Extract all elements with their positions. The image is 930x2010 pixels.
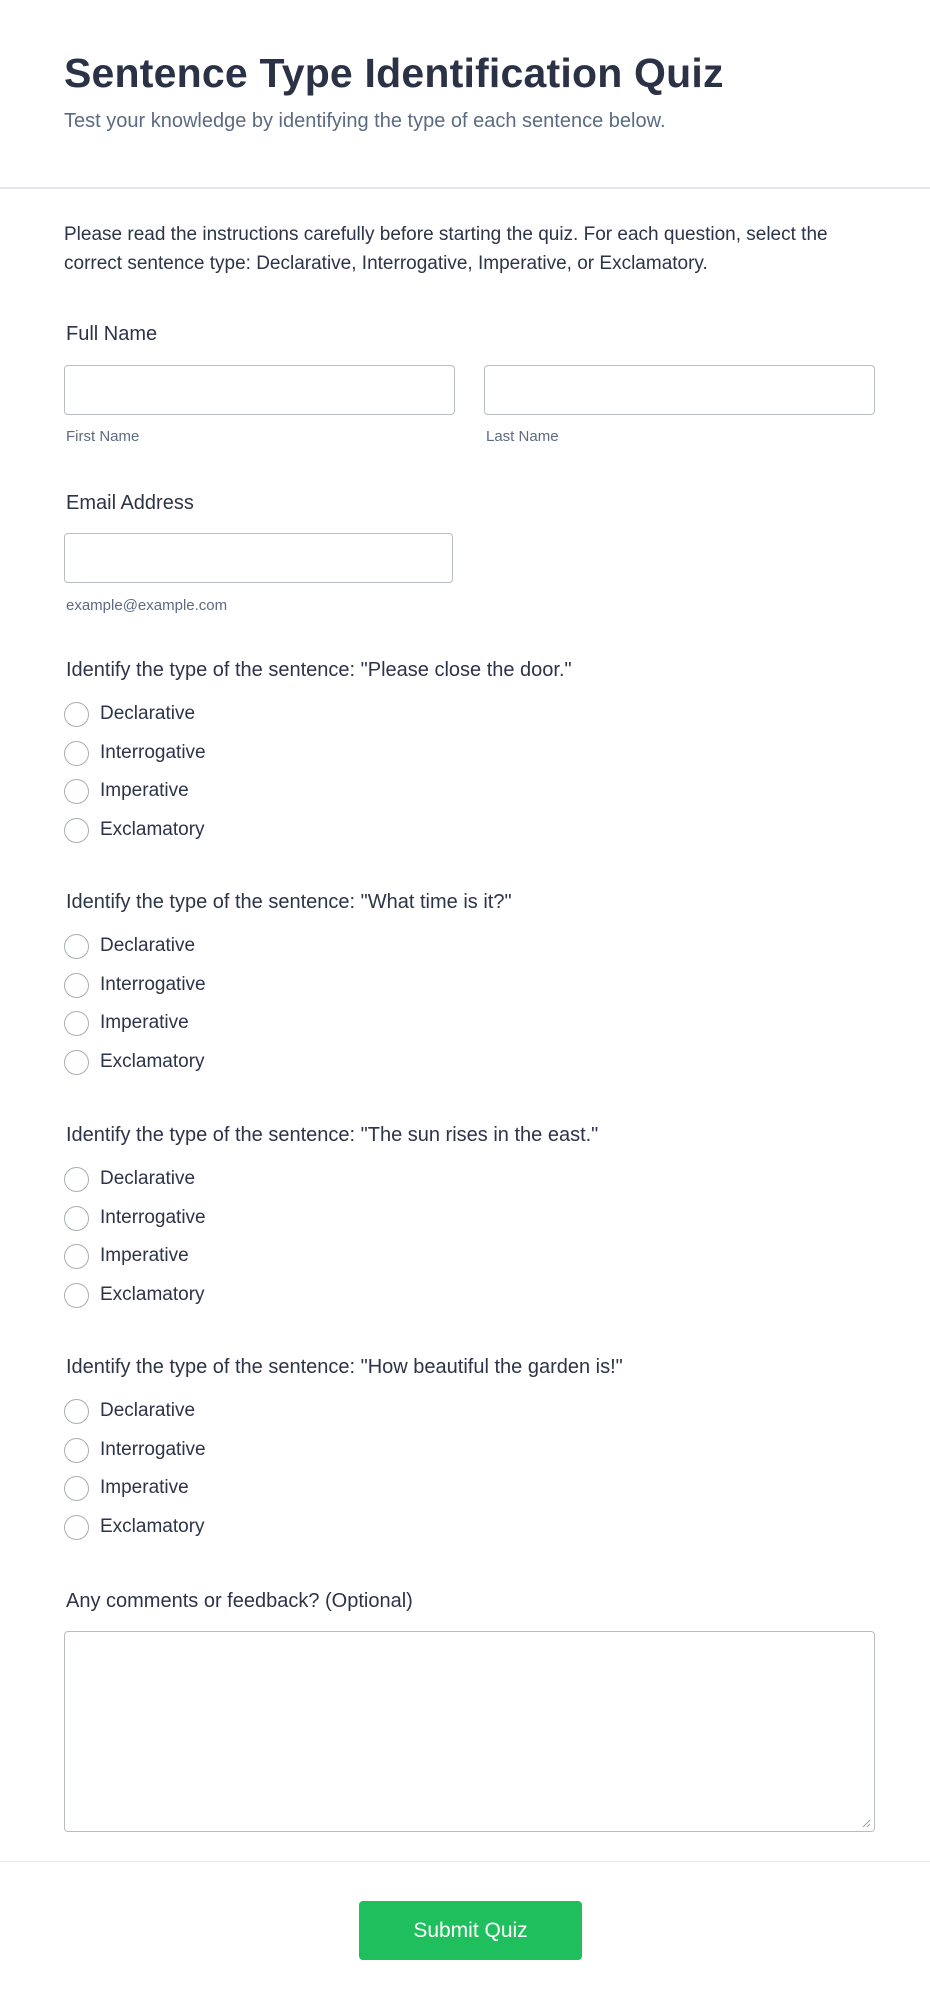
resize-handle-icon[interactable] bbox=[862, 1819, 871, 1828]
q2-option-declarative[interactable] bbox=[64, 933, 195, 959]
radio-button[interactable] bbox=[64, 1515, 89, 1540]
q1-option-imperative[interactable] bbox=[64, 778, 189, 804]
radio-button[interactable] bbox=[64, 1438, 89, 1463]
q3-option-interrogative[interactable] bbox=[64, 1205, 206, 1231]
option-label: Imperative bbox=[100, 1245, 189, 1266]
option-label: Interrogative bbox=[100, 974, 206, 995]
q4-option-interrogative[interactable] bbox=[64, 1437, 206, 1463]
comments-textarea[interactable] bbox=[64, 1631, 875, 1832]
radio-button[interactable] bbox=[64, 1476, 89, 1501]
option-label: Imperative bbox=[100, 780, 189, 801]
radio-button[interactable] bbox=[64, 1206, 89, 1231]
q3-option-imperative[interactable] bbox=[64, 1243, 189, 1269]
option-label: Interrogative bbox=[100, 742, 206, 763]
radio-button[interactable] bbox=[64, 1050, 89, 1075]
option-label: Imperative bbox=[100, 1477, 189, 1498]
option-label: Interrogative bbox=[100, 1439, 206, 1460]
radio-button[interactable] bbox=[64, 702, 89, 727]
page-title: Sentence Type Identification Quiz bbox=[64, 50, 724, 96]
full-name-label: Full Name bbox=[66, 323, 158, 345]
form-header bbox=[0, 0, 930, 189]
question-2-text: Identify the type of the sentence: "What time is it?" bbox=[66, 891, 512, 913]
option-label: Interrogative bbox=[100, 1207, 206, 1228]
first-name-sublabel: First Name bbox=[66, 428, 140, 445]
email-input[interactable] bbox=[64, 533, 453, 583]
email-sublabel: example@example.com bbox=[66, 597, 228, 614]
option-label: Exclamatory bbox=[100, 1051, 205, 1072]
q2-option-exclamatory[interactable] bbox=[64, 1049, 205, 1075]
radio-button[interactable] bbox=[64, 779, 89, 804]
radio-button[interactable] bbox=[64, 1011, 89, 1036]
first-name-input[interactable] bbox=[64, 365, 455, 415]
radio-button[interactable] bbox=[64, 818, 89, 843]
q2-option-imperative[interactable] bbox=[64, 1010, 189, 1036]
radio-button[interactable] bbox=[64, 1283, 89, 1308]
last-name-input[interactable] bbox=[484, 365, 875, 415]
question-4-text: Identify the type of the sentence: "How beautiful the garden is!" bbox=[66, 1356, 623, 1378]
option-label: Exclamatory bbox=[100, 819, 205, 840]
radio-button[interactable] bbox=[64, 934, 89, 959]
q4-option-exclamatory[interactable] bbox=[64, 1514, 205, 1540]
footer-divider bbox=[0, 1861, 930, 1862]
q2-option-interrogative[interactable] bbox=[64, 972, 206, 998]
option-label: Declarative bbox=[100, 1168, 196, 1189]
q3-option-exclamatory[interactable] bbox=[64, 1282, 205, 1308]
radio-button[interactable] bbox=[64, 973, 89, 998]
radio-button[interactable] bbox=[64, 1167, 89, 1192]
option-label: Exclamatory bbox=[100, 1284, 205, 1305]
q1-option-declarative[interactable] bbox=[64, 701, 195, 727]
comments-label: Any comments or feedback? (Optional) bbox=[66, 1590, 413, 1612]
option-label: Declarative bbox=[100, 703, 196, 724]
instructions-text: Please read the instructions carefully before starting the quiz. For each question, select the correct sentence type: Declarative, Interrogative, Imperative, or Exclamatory. bbox=[64, 224, 828, 274]
option-label: Declarative bbox=[100, 1400, 196, 1421]
question-1-text: Identify the type of the sentence: "Please close the door." bbox=[66, 659, 572, 681]
q3-option-declarative[interactable] bbox=[64, 1166, 195, 1192]
page-subtitle: Test your knowledge by identifying the type of each sentence below. bbox=[64, 110, 666, 132]
option-label: Exclamatory bbox=[100, 1516, 205, 1537]
radio-button[interactable] bbox=[64, 741, 89, 766]
q1-option-interrogative[interactable] bbox=[64, 740, 206, 766]
radio-button[interactable] bbox=[64, 1399, 89, 1424]
option-label: Declarative bbox=[100, 935, 196, 956]
submit-quiz-button[interactable]: Submit Quiz bbox=[359, 1901, 582, 1960]
option-label: Imperative bbox=[100, 1012, 189, 1033]
q1-option-exclamatory[interactable] bbox=[64, 817, 205, 843]
q4-option-imperative[interactable] bbox=[64, 1475, 189, 1501]
last-name-sublabel: Last Name bbox=[486, 428, 559, 445]
email-label: Email Address bbox=[66, 492, 194, 514]
question-3-text: Identify the type of the sentence: "The sun rises in the east." bbox=[66, 1124, 599, 1146]
radio-button[interactable] bbox=[64, 1244, 89, 1269]
q4-option-declarative[interactable] bbox=[64, 1398, 195, 1424]
